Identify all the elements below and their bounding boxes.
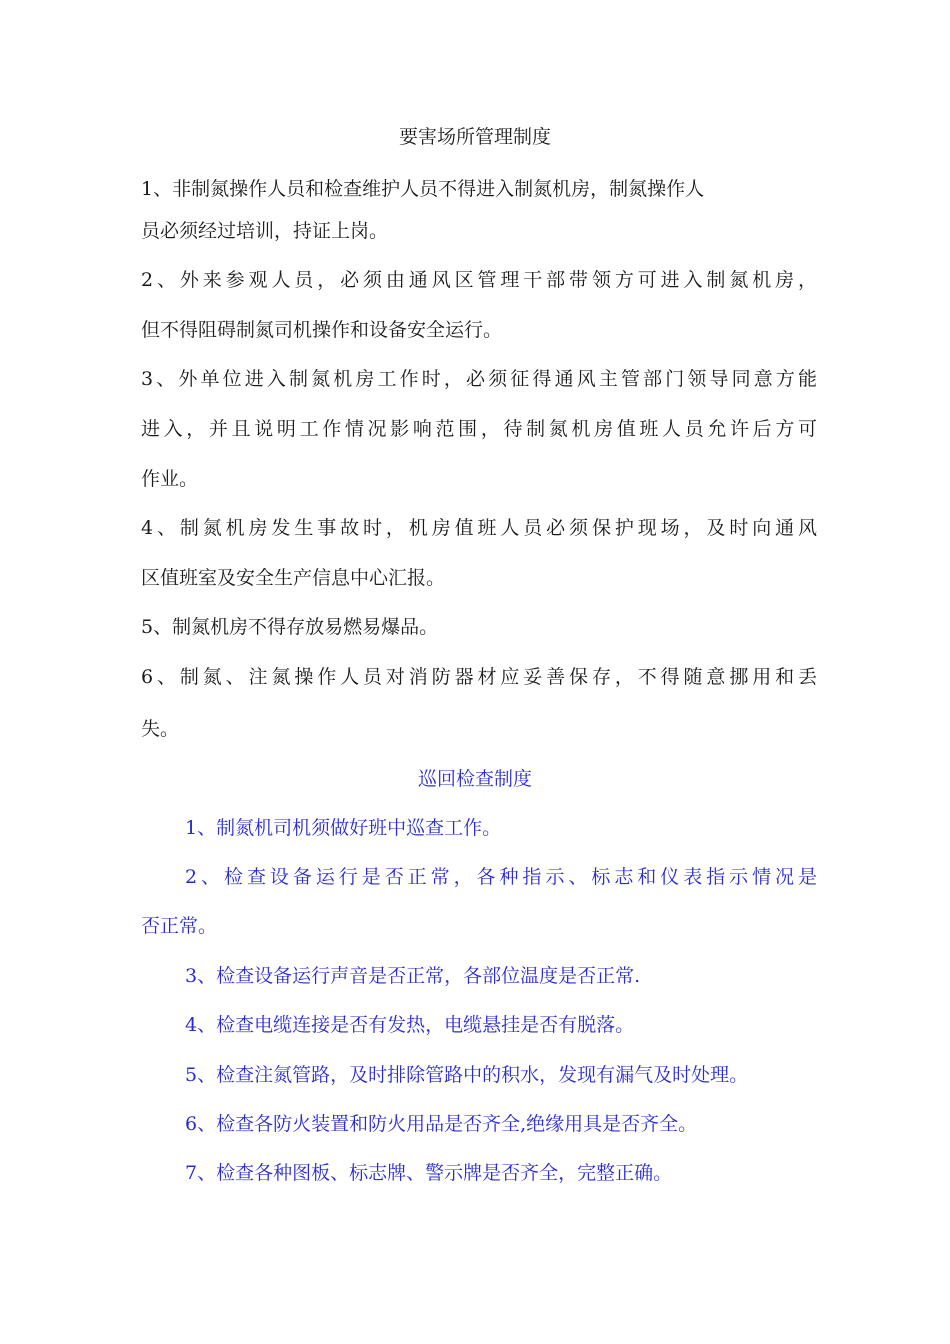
patrol-item-2-line-2: 否正常。 — [141, 915, 218, 937]
patrol-item-7: 7、检查各种图板、标志牌、警示牌是否齐全，完整正确。 — [185, 1162, 673, 1184]
rule-6-line-2: 失。 — [141, 718, 180, 740]
rule-3-line-3: 作业。 — [141, 468, 199, 490]
rule-2-line-2: 但不得阻碍制氮司机操作和设备安全运行。 — [141, 319, 503, 341]
rule-3-line-1: 3、外单位进入制氮机房工作时，必须征得通风主管部门领导同意方能 — [141, 368, 817, 390]
patrol-item-4: 4、检查电缆连接是否有发热，电缆悬挂是否有脱落。 — [185, 1014, 635, 1036]
section-title-key-places: 要害场所管理制度 — [398, 126, 551, 148]
rule-2-line-1: 2、外来参观人员，必须由通风区管理干部带领方可进入制氮机房， — [141, 269, 817, 291]
rule-1-line-1: 1、非制氮操作人员和检查维护人员不得进入制氮机房，制氮操作人 — [141, 178, 705, 200]
rule-3-line-2: 进入，并且说明工作情况影响范围，待制氮机房值班人员允许后方可 — [141, 418, 817, 440]
rule-1-line-2: 员必须经过培训，持证上岗。 — [141, 220, 389, 242]
patrol-item-1: 1、制氮机司机须做好班中巡查工作。 — [185, 817, 502, 839]
patrol-item-6: 6、检查各防火装置和防火用品是否齐全,绝缘用具是否齐全。 — [185, 1113, 698, 1135]
rule-5-line-1: 5、制氮机房不得存放易燃易爆品。 — [141, 616, 439, 638]
rule-6-line-1: 6、制氮、注氮操作人员对消防器材应妥善保存，不得随意挪用和丢 — [141, 666, 817, 688]
patrol-item-2-line-1: 2、检查设备运行是否正常，各种指示、标志和仪表指示情况是 — [185, 866, 817, 888]
rule-4-line-1: 4、制氮机房发生事故时，机房值班人员必须保护现场，及时向通风 — [141, 517, 817, 539]
patrol-item-3: 3、检查设备运行声音是否正常，各部位温度是否正常. — [185, 965, 641, 987]
patrol-item-5: 5、检查注氮管路，及时排除管路中的积水，发现有漏气及时处理。 — [185, 1064, 749, 1086]
section-title-patrol-inspection: 巡回检查制度 — [417, 768, 532, 790]
rule-4-line-2: 区值班室及安全生产信息中心汇报。 — [141, 567, 446, 589]
